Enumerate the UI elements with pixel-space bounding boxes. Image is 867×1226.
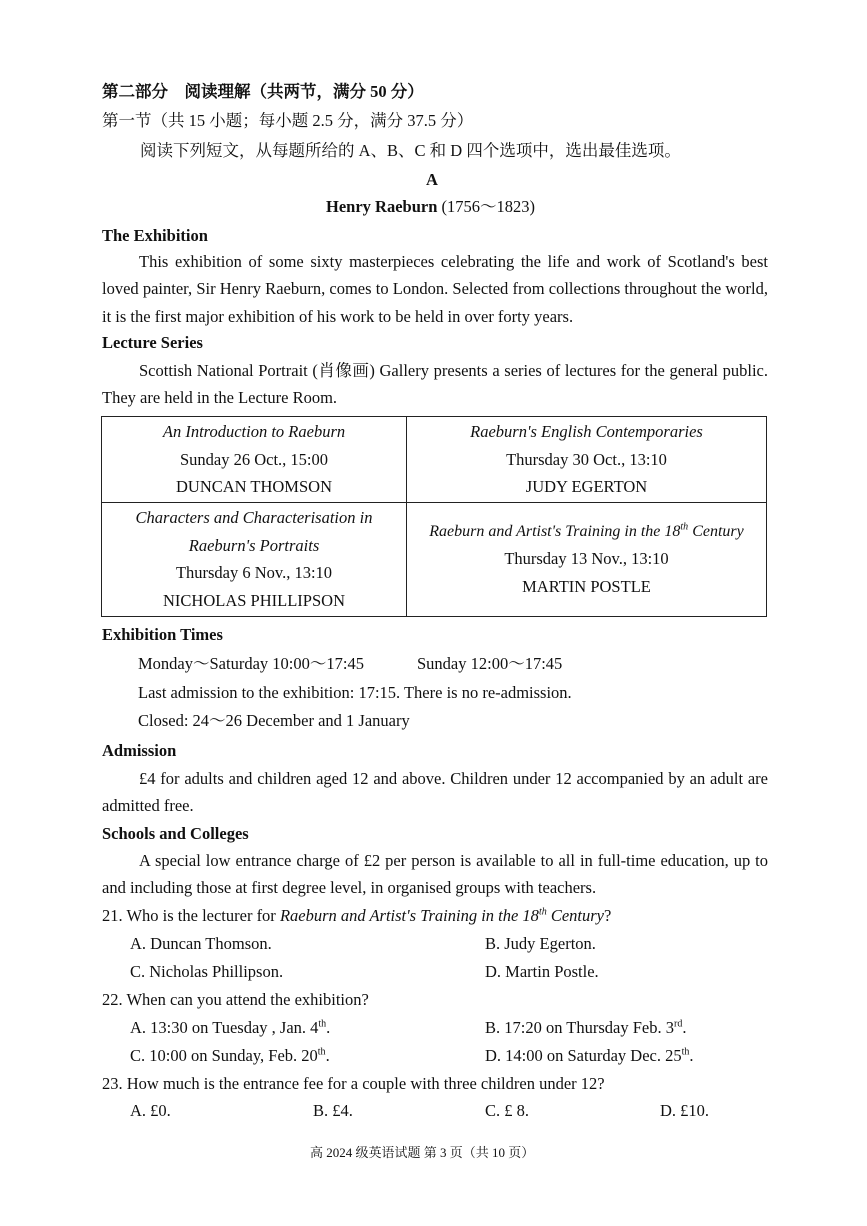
lecture-table [101,416,767,617]
admission-text: £4 for adults and children aged 12 and above. Children under 12 accompanied by an adult are admitted free. [102,769,768,816]
lecture-speaker: NICHOLAS PHILLIPSON [163,590,345,610]
lecture-title: Raeburn and Artist's Training in the 18th Century [429,521,744,540]
schools-heading: Schools and Colleges [102,824,249,843]
closed-dates: Closed: 24～26 December and 1 January [138,711,410,730]
option[interactable]: B. 17:20 on Thursday Feb. 3rd. [485,1018,687,1037]
times-sunday: Sunday 12:00～17:45 [417,654,563,673]
lecture-text: Scottish National Portrait (肖像画) Gallery presents a series of lectures for the general public. They are held in the Lecture Room. [102,361,768,408]
lecture-time: Thursday 30 Oct., 13:10 [506,449,667,469]
lecture-title: An Introduction to Raeburn [162,422,346,441]
option[interactable]: B. Judy Egerton. [485,934,596,953]
lecture-speaker: DUNCAN THOMSON [175,477,332,496]
question-22: 22. When can you attend the exhibition? [102,990,369,1009]
exhibition-text: This exhibition of some sixty masterpieces celebrating the life and work of Scotland's best loved painter, Sir Henry Raeburn, comes to London. Selected from collections throughout the world, it is the first major exhibition of his work to be held in over forty years. [102,252,768,326]
option[interactable]: A. 13:30 on Tuesday , Jan. 4th. [130,1018,331,1037]
lecture-time: Thursday 6 Nov., 13:10 [175,563,333,582]
option[interactable]: B. £4. [313,1101,353,1120]
option[interactable]: C. 10:00 on Sunday, Feb. 20th. [130,1046,330,1065]
lecture-cell [102,502,407,616]
lecture-cell [407,417,767,503]
question-21: 21. Who is the lecturer for Raeburn and Artist's Training in the 18th Century? [102,906,612,925]
lecture-title: Raeburn's English Contemporaries [470,422,703,441]
option[interactable]: C. Nicholas Phillipson. [130,962,284,981]
part-title: 第二部分 阅读理解（共两节，满分 50 分） [102,82,424,101]
schools-text: A special low entrance charge of £2 per person is available to all in full-time education, up to and including those at first degree level, in organised groups with teachers. [102,851,768,898]
times-heading: Exhibition Times [102,625,223,644]
lecture-time: Sunday 26 Oct., 15:00 [179,449,329,469]
lecture-speaker: JUDY EGERTON [525,477,648,496]
lecture-time: Thursday 13 Nov., 13:10 [504,549,669,569]
page-footer: 高 2024 级英语试题 第 3 页（共 10 页） [310,1145,535,1160]
title-name: Henry Raeburn [326,197,438,216]
option[interactable]: D. Martin Postle. [485,962,599,981]
instruction: 阅读下列短文，从每题所给的 A、B、C 和 D 四个选项中，选出最佳选项。 [140,141,681,160]
lecture-speaker: MARTIN POSTLE [522,576,651,596]
option[interactable]: D. 14:00 on Saturday Dec. 25th. [485,1046,694,1065]
option[interactable]: D. £10. [660,1101,710,1120]
option[interactable]: A. Duncan Thomson. [130,934,272,953]
option[interactable]: C. £ 8. [485,1101,530,1120]
last-admission: Last admission to the exhibition: 17:15. There is no re-admission. [138,683,572,702]
passage-label: A [426,170,438,189]
passage-title [326,197,535,217]
title-years: (1756～1823) [437,197,535,216]
lecture-cell [102,417,407,503]
section-title: 第一节（共 15 小题；每小题 2.5 分，满分 37.5 分） [102,111,474,130]
lecture-title: Characters and Characterisation in Raeburn's Portraits [135,508,373,555]
option[interactable]: A. £0. [130,1101,171,1120]
lecture-cell [407,502,767,616]
admission-heading: Admission [102,741,177,760]
lecture-heading: Lecture Series [102,333,203,352]
question-23: 23. How much is the entrance fee for a couple with three children under 12? [102,1074,605,1093]
times-weekday: Monday～Saturday 10:00～17:45 [138,654,364,673]
exhibition-heading: The Exhibition [102,226,208,245]
